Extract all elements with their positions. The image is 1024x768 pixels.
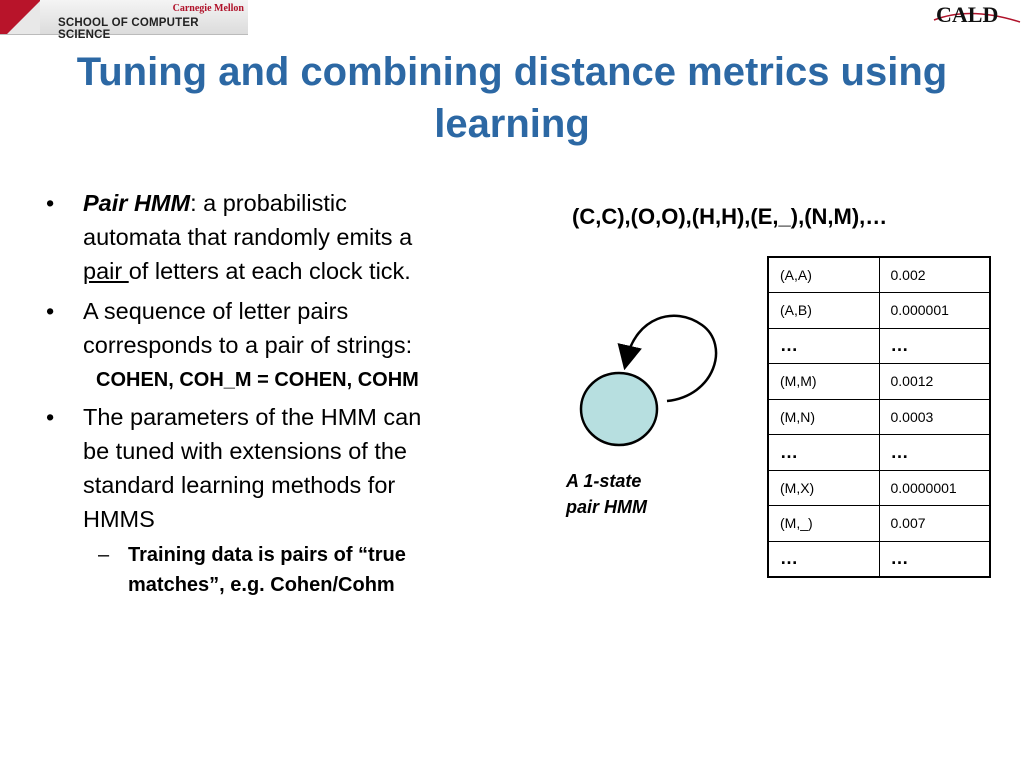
cmu-wordmark: Carnegie Mellon [172, 3, 244, 14]
sub-bullet-training-data [42, 540, 512, 600]
pair-cell: (M,N) [768, 399, 879, 435]
probability-cell: … [879, 541, 990, 577]
bullet-text: standard learning methods for [83, 472, 396, 498]
slide-title: Tuning and combining distance metrics using learning [76, 50, 948, 146]
pair-cell: (A,B) [768, 293, 879, 329]
bullet-text: corresponds to a pair of strings: [83, 332, 413, 358]
table-row [768, 364, 990, 400]
bullet-text: The parameters of the HMM can [83, 404, 422, 430]
probability-cell: … [879, 435, 990, 471]
bullet-list [42, 186, 512, 600]
table-row [768, 257, 990, 293]
pair-cell: … [768, 435, 879, 471]
dash-marker: – [98, 544, 110, 566]
probability-cell: 0.007 [879, 506, 990, 542]
bullet-text: HMMS [83, 506, 155, 532]
cmu-banner [0, 0, 248, 41]
example-strings: COHEN, COH_M = COHEN, COHM [96, 369, 419, 391]
caption-line: pair HMM [566, 497, 647, 517]
hmm-state-circle [581, 373, 657, 445]
table-row [768, 293, 990, 329]
sub-bullet-text: matches”, e.g. Cohen/Cohm [128, 574, 395, 596]
underlined-pair: pair [83, 258, 129, 284]
probability-cell: 0.0012 [879, 364, 990, 400]
bullet-sequence [42, 294, 512, 362]
table-row [768, 470, 990, 506]
diagram-caption [566, 468, 647, 520]
bullet-marker: • [46, 190, 55, 216]
bullet-pair-hmm [42, 186, 512, 288]
pair-cell: … [768, 541, 879, 577]
probability-cell: 0.0003 [879, 399, 990, 435]
school-name: SCHOOL OF COMPUTER SCIENCE [58, 17, 199, 41]
pair-cell: (M,X) [768, 470, 879, 506]
pair-sequence: (C,C),(O,O),(H,H),(E,_),(N,M),… [572, 204, 888, 229]
hmm-state-diagram [570, 300, 730, 450]
probability-cell: 0.000001 [879, 293, 990, 329]
emission-probability-table [767, 256, 991, 578]
term-pair-hmm: Pair HMM [83, 190, 191, 216]
pair-cell: … [768, 328, 879, 364]
probability-cell: … [879, 328, 990, 364]
table-row [768, 506, 990, 542]
pair-cell: (A,A) [768, 257, 879, 293]
bullet-text: of letters at each clock tick. [128, 258, 411, 284]
pair-cell: (M,_) [768, 506, 879, 542]
cald-logo [930, 0, 1024, 36]
bullet-text: be tuned with extensions of the [83, 438, 407, 464]
table-row [768, 435, 990, 471]
table-row [768, 328, 990, 364]
probability-cell: 0.0000001 [879, 470, 990, 506]
bullet-text: automata that randomly emits a [83, 224, 413, 250]
bullet-parameters [42, 400, 512, 536]
table-row [768, 399, 990, 435]
svg-text:CALD: CALD [936, 2, 999, 27]
probability-cell: 0.002 [879, 257, 990, 293]
bullet-text: : a probabilistic [190, 190, 347, 216]
bullet-marker: • [46, 404, 55, 430]
cmu-logo-stripe [0, 0, 40, 34]
bullet-marker: • [46, 298, 55, 324]
pair-cell: (M,M) [768, 364, 879, 400]
sub-bullet-text: Training data is pairs of “true [128, 544, 406, 566]
table-row [768, 541, 990, 577]
bullet-text: A sequence of letter pairs [83, 298, 349, 324]
caption-line: A 1-state [566, 471, 642, 491]
